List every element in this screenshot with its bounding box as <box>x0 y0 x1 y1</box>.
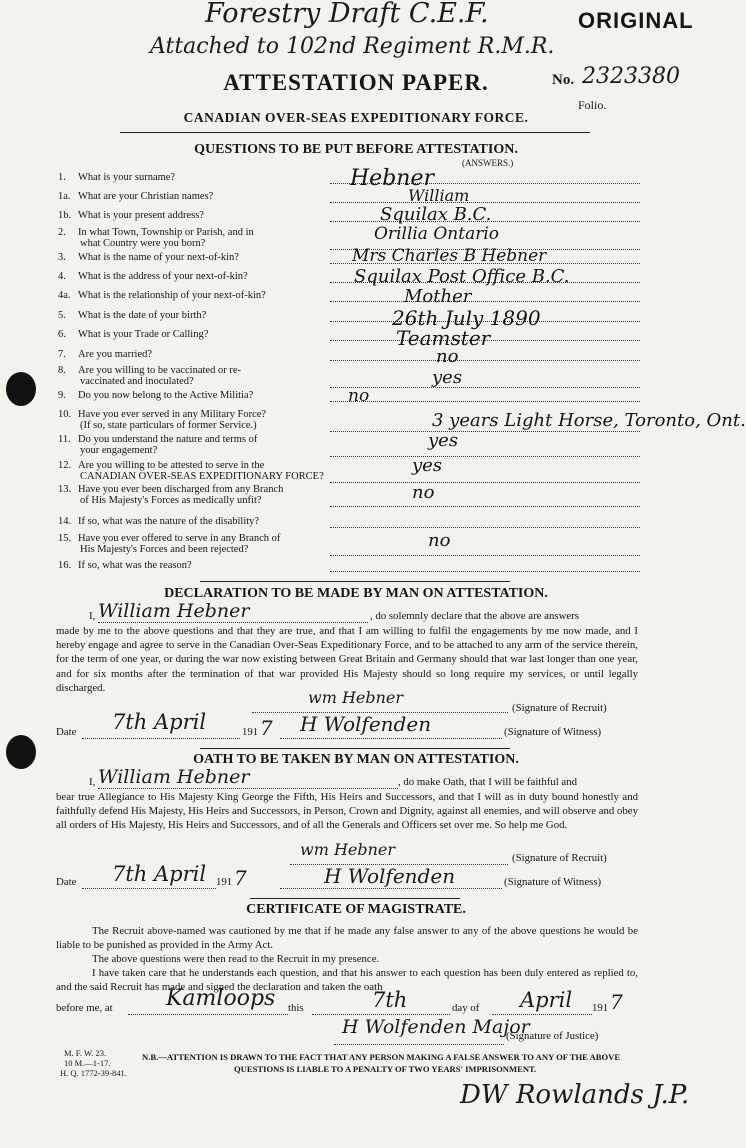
regimental-number: 2323380 <box>582 64 680 89</box>
question-text: In what Town, Township or Parish, and in <box>78 227 254 238</box>
answer-handwritten: Orillia Ontario <box>374 224 500 244</box>
question-number: 3. <box>58 252 66 263</box>
declaration-recruit-signature: wm Hebner <box>308 688 404 707</box>
declaration-witness-line <box>280 738 502 739</box>
header-rule <box>120 132 590 133</box>
question-number: 11. <box>58 434 71 445</box>
question-text: what Country were you born? <box>80 238 206 249</box>
question-text: What is your present address? <box>78 210 204 221</box>
question-number: 15. <box>58 533 72 544</box>
question-text: His Majesty's Forces and been rejected? <box>80 544 249 555</box>
declaration-year-print: 191 <box>242 726 259 738</box>
answer-line <box>330 360 640 361</box>
regimental-number-label: No. <box>552 72 575 88</box>
answer-line <box>330 456 640 457</box>
oath-recruit-signature: wm Hebner <box>300 840 396 859</box>
question-number: 13. <box>58 484 72 495</box>
declaration-witness-label: (Signature of Witness) <box>504 726 602 738</box>
question-text: (If so, state particulars of former Service.) <box>80 420 257 431</box>
answer-handwritten: no <box>348 386 370 406</box>
question-text: What is the name of your next-of-kin? <box>78 252 239 263</box>
certificate-year-print: 191 <box>592 1002 609 1014</box>
question-text: Are you willing to be attested to serve in the <box>78 460 265 471</box>
false-answer-notice-line-1: N.B.—ATTENTION IS DRAWN TO THE FACT THAT ANY PERSON MAKING A FALSE ANSWER TO ANY OF THE ABOVE <box>142 1052 621 1062</box>
question-number: 9. <box>58 390 66 401</box>
oath-date-label: Date <box>56 876 77 888</box>
declaration-year-digit: 7 <box>260 716 273 740</box>
form-code-1: M. F. W. 23. <box>64 1048 107 1058</box>
answer-handwritten: no <box>428 530 451 551</box>
declaration-i-label: I, <box>89 610 96 622</box>
justice-line <box>334 1044 504 1045</box>
question-number: 16. <box>58 560 72 571</box>
certificate-month: April <box>520 988 573 1012</box>
declaration-witness-signature: H Wolfenden <box>300 712 432 736</box>
declaration-first-line: , do solemnly declare that the above are answers <box>370 610 579 622</box>
certificate-month-line <box>492 1014 592 1015</box>
question-text: vaccinated and inoculated? <box>80 376 194 387</box>
answer-line <box>330 555 640 556</box>
oath-name-line <box>98 788 398 789</box>
question-number: 14. <box>58 516 72 527</box>
question-number: 5. <box>58 310 66 321</box>
answer-handwritten: Teamster <box>396 326 491 350</box>
questions-heading: QUESTIONS TO BE PUT BEFORE ATTESTATION. <box>194 142 518 157</box>
certificate-year-digit: 7 <box>610 990 623 1014</box>
answer-handwritten: no <box>436 346 459 367</box>
certificate-this-label: this <box>288 1002 304 1014</box>
form-code-3: H. Q. 1772-39-841. <box>60 1068 127 1078</box>
question-text: your engagement? <box>80 445 158 456</box>
question-number: 4a. <box>58 290 71 301</box>
answer-handwritten: Mrs Charles B Hebner <box>352 246 547 266</box>
declaration-date-line <box>82 738 240 739</box>
question-text: What is the date of your birth? <box>78 310 207 321</box>
oath-year-print: 191 <box>216 876 233 888</box>
oath-witness-signature: H Wolfenden <box>324 864 456 888</box>
justice-signature: H Wolfenden Major <box>342 1016 530 1038</box>
question-number: 12. <box>58 460 72 471</box>
oath-date: 7th April <box>112 862 207 886</box>
certificate-before-label: before me, at <box>56 1002 113 1014</box>
form-code-2: 10 M.—1-17. <box>64 1058 111 1068</box>
question-number: 1b. <box>58 210 72 221</box>
question-text: Have you ever been discharged from any Branch <box>78 484 284 495</box>
question-number: 4. <box>58 271 66 282</box>
oath-date-line <box>82 888 216 889</box>
declaration-rule <box>200 581 510 582</box>
oath-witness-line <box>280 888 502 889</box>
justice-label: (Signature of Justice) <box>506 1030 599 1042</box>
declaration-body: made by me to the above questions and that they are true, and that I am willing to fulfil the engagements by me now made, and I hereby engage and agree to serve in the Canadian Over-Seas Expeditionary Force, and to be attached to any arm of the service therein, for the term of one year, or during the war now existing between Great Britain and Germany should that war last longer than one year, and for six months after the termination of that war provided His Majesty should so long require my services, or until legally discharged. <box>56 625 638 694</box>
declaration-heading: DECLARATION TO BE MADE BY MAN ON ATTESTATION. <box>164 586 548 601</box>
question-text: If so, what was the nature of the disability? <box>78 516 260 527</box>
certificate-body-3: I have taken care that he understands each question, and that his answer to each question has been duly entered as replied to, and the said Recruit has made and signed the declaration and taken the oath <box>56 967 638 994</box>
handwritten-header-line2: Attached to 102nd Regiment R.M.R. <box>150 34 555 59</box>
answer-line <box>330 387 640 388</box>
certificate-day: 7th <box>372 988 408 1012</box>
question-text: of His Majesty's Forces as medically unfit? <box>80 495 262 506</box>
certificate-day-line <box>312 1014 450 1015</box>
answer-handwritten: 3 years Light Horse, Toronto, Ont. <box>432 410 746 431</box>
oath-heading: OATH TO BE TAKEN BY MAN ON ATTESTATION. <box>193 752 519 767</box>
oath-first-line: , do make Oath, that I will be faithful and <box>398 776 577 788</box>
answer-line <box>330 301 640 302</box>
answer-handwritten: William <box>408 186 470 205</box>
question-text: Have you ever served in any Military Force? <box>78 409 267 420</box>
certificate-heading: CERTIFICATE OF MAGISTRATE. <box>246 902 466 917</box>
declaration-name: William Hebner <box>98 600 250 622</box>
oath-name: William Hebner <box>98 766 250 788</box>
question-text: CANADIAN OVER-SEAS EXPEDITIONARY FORCE? <box>80 471 324 482</box>
oath-witness-label: (Signature of Witness) <box>504 876 602 888</box>
oath-rule <box>200 748 510 749</box>
answer-handwritten: yes <box>412 455 443 476</box>
question-text: What is the relationship of your next-of-kin? <box>78 290 266 301</box>
question-number: 10. <box>58 409 72 420</box>
question-text: What is the address of your next-of-kin? <box>78 271 248 282</box>
question-text: What are your Christian names? <box>78 191 214 202</box>
question-number: 2. <box>58 227 66 238</box>
handwritten-header-line1: Forestry Draft C.E.F. <box>205 0 489 29</box>
original-stamp: ORIGINAL <box>578 8 694 33</box>
certificate-place: Kamloops <box>166 986 276 1011</box>
false-answer-notice-line-2: QUESTIONS IS LIABLE TO A PENALTY OF TWO YEARS' IMPRISONMENT. <box>234 1064 537 1074</box>
folio-label: Folio. <box>578 98 607 112</box>
certificate-rule <box>250 898 460 899</box>
answer-handwritten: yes <box>432 367 463 388</box>
question-text: If so, what was the reason? <box>78 560 192 571</box>
oath-recruit-label: (Signature of Recruit) <box>512 852 607 864</box>
question-text: What is your Trade or Calling? <box>78 329 209 340</box>
answer-line <box>330 571 640 572</box>
declaration-date-label: Date <box>56 726 77 738</box>
answer-line <box>330 506 640 507</box>
page-title: ATTESTATION PAPER. <box>223 70 489 95</box>
magistrate-signature: DW Rowlands J.P. <box>460 1080 690 1110</box>
declaration-recruit-label: (Signature of Recruit) <box>512 702 607 714</box>
question-number: 7. <box>58 349 66 360</box>
answer-line <box>330 401 640 402</box>
certificate-day-of-label: day of <box>452 1002 480 1014</box>
answer-handwritten: Squilax B.C. <box>380 204 492 225</box>
question-number: 1. <box>58 172 66 183</box>
answer-handwritten: no <box>412 482 435 503</box>
question-number: 8. <box>58 365 66 376</box>
answer-line <box>330 431 640 432</box>
question-text: Do you now belong to the Active Militia? <box>78 390 254 401</box>
answer-handwritten: Mother <box>404 286 472 307</box>
punch-hole-top <box>6 372 36 406</box>
question-number: 6. <box>58 329 66 340</box>
answer-handwritten: yes <box>428 430 459 451</box>
declaration-name-line <box>98 622 368 623</box>
question-text: Are you married? <box>78 349 153 360</box>
answer-handwritten: Squilax Post Office B.C. <box>354 266 570 287</box>
question-text: Have you ever offered to serve in any Branch of <box>78 533 281 544</box>
certificate-place-line <box>128 1014 288 1015</box>
question-text: Are you willing to be vaccinated or re- <box>78 365 241 376</box>
answers-label: (ANSWERS.) <box>462 158 514 168</box>
answer-line <box>330 202 640 203</box>
certificate-body-1: The Recruit above-named was cautioned by me that if he made any false answer to any of the above questions he would be liable to be punished as provided in the Army Act. <box>56 925 638 952</box>
question-text: What is your surname? <box>78 172 176 183</box>
page-subtitle: CANADIAN OVER-SEAS EXPEDITIONARY FORCE. <box>183 110 529 125</box>
certificate-body-2: The above questions were then read to the Recruit in my presence. <box>92 953 380 965</box>
declaration-date: 7th April <box>112 710 207 734</box>
answer-handwritten: 26th July 1890 <box>392 306 541 330</box>
oath-year-digit: 7 <box>234 866 247 890</box>
question-text: Do you understand the nature and terms of <box>78 434 258 445</box>
answer-line <box>330 482 640 483</box>
oath-body: bear true Allegiance to His Majesty King George the Fifth, His Heirs and Successors, and that I will as in duty bound honestly and faithfully defend His Majesty, His Heirs and Successors, in Person, Crown and Dignity, against all enemies, and will observe and obey all orders of His Majesty, His Heirs and Successors, and of all the Generals and Officers set over me. So help me God. <box>56 791 638 832</box>
answer-line <box>330 527 640 528</box>
answer-handwritten: Hebner <box>350 166 434 191</box>
question-number: 1a. <box>58 191 71 202</box>
oath-i-label: I, <box>89 776 96 788</box>
